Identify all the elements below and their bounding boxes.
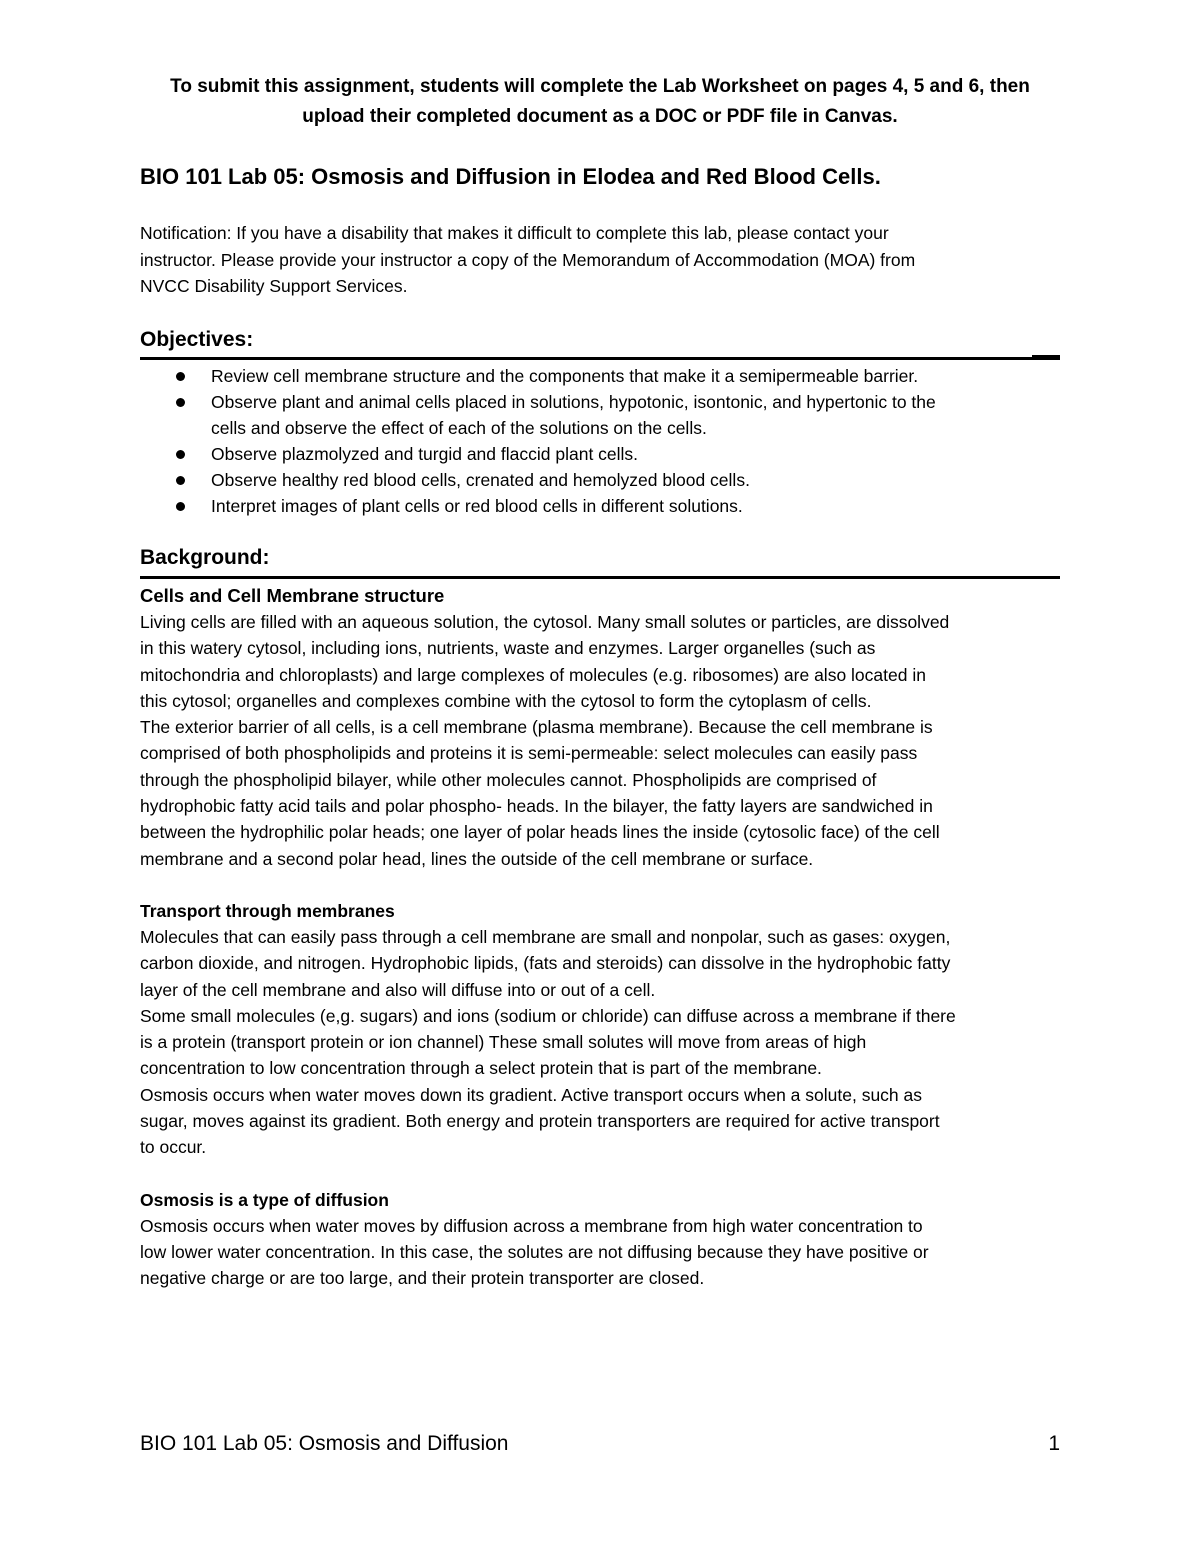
objectives-heading: Objectives: [140,328,254,351]
objective-text: Observe plazmolyzed and turgid and flaccid plant cells. [211,444,639,464]
paragraph-line: concentration to low concentration through a select protein that is part of the membrane. [140,1058,822,1079]
submission-instructions [140,72,1060,132]
spacer [140,872,1060,898]
paragraph-line: Molecules that can easily pass through a cell membrane are small and nonpolar, such as gases: oxygen, [140,926,951,947]
objective-text: Observe healthy red blood cells, crenated and hemolyzed blood cells. [211,470,750,490]
cells-membrane-heading: Cells and Cell Membrane structure [140,585,445,606]
paragraph-line: through the phospholipid bilayer, while other molecules cannot. Phospholipids are comprised of [140,769,877,790]
notification-line-2: instructor. Please provide your instructor a copy of the Memorandum of Accommodation (MOA) from [140,249,916,270]
footer-title: BIO 101 Lab 05: Osmosis and Diffusion [140,1432,509,1455]
list-item [140,493,1060,519]
osmosis-paragraph [140,1213,1060,1292]
objective-text: Interpret images of plant cells or red blood cells in different solutions. [211,496,743,516]
list-item [140,389,1060,415]
paragraph-line: Osmosis occurs when water moves by diffusion across a membrane from high water concentration to [140,1215,923,1236]
background-content [140,583,1060,1292]
paragraph-line: membrane and a second polar head, lines the outside of the cell membrane or surface. [140,848,814,869]
cells-membrane-paragraph [140,609,1060,872]
paragraph-line: comprised of both phospholipids and proteins it is semi-permeable: select molecules can easily pass [140,743,918,764]
divider-tab [1032,355,1060,359]
paragraph-line: hydrophobic fatty acid tails and polar phospho- heads. In the bilayer, the fatty layers are sandwiched in [140,796,933,817]
page-number: 1 [1048,1432,1060,1455]
bullet-icon [176,450,185,459]
spacer [140,1161,1060,1187]
list-item-continuation [140,415,1060,441]
paragraph-line: Some small molecules (e,g. sugars) and ions (sodium or chloride) can diffuse across a membrane if there [140,1005,956,1026]
list-item [140,467,1060,493]
list-item [140,363,1060,389]
disability-notification [140,220,1060,300]
submission-line-2: upload their completed document as a DOC or PDF file in Canvas. [302,106,898,127]
paragraph-line: mitochondria and chloroplasts) and large complexes of molecules (e.g. ribosomes) are also located in [140,664,926,685]
paragraph-line: to occur. [140,1137,207,1158]
paragraph-line: Living cells are filled with an aqueous solution, the cytosol. Many small solutes or particles, are dissolved [140,612,950,632]
list-item [140,441,1060,467]
paragraph-line: this cytosol; organelles and complexes combine with the cytosol to form the cytoplasm of cells. [140,690,872,711]
background-heading: Background: [140,546,270,569]
bullet-icon [176,502,185,511]
bullet-icon [176,398,185,407]
notification-line-1: Notification: If you have a disability that makes it difficult to complete this lab, please contact your [140,223,889,243]
transport-paragraph [140,924,1060,1161]
paragraph-line: between the hydrophilic polar heads; one layer of polar heads lines the inside (cytosolic face) of the cell [140,822,940,843]
objective-text: Review cell membrane structure and the components that make it a semipermeable barrier. [211,366,919,386]
objective-text: cells and observe the effect of each of the solutions on the cells. [211,418,707,438]
paragraph-line: negative charge or are too large, and their protein transporter are closed. [140,1268,705,1289]
submission-line-1: To submit this assignment, students will complete the Lab Worksheet on pages 4, 5 and 6, then [170,76,1030,97]
bullet-icon [176,372,185,381]
paragraph-line: low lower water concentration. In this case, the solutes are not diffusing because they have positive or [140,1241,929,1262]
paragraph-line: carbon dioxide, and nitrogen. Hydrophobic lipids, (fats and steroids) can dissolve in the hydrophobic fatty [140,953,951,974]
paragraph-line: sugar, moves against its gradient. Both energy and protein transporters are required for active transport [140,1111,940,1132]
paragraph-line: is a protein (transport protein or ion channel) These small solutes will move from areas of high [140,1032,867,1053]
paragraph-line: The exterior barrier of all cells, is a cell membrane (plasma membrane). Because the cell membrane is [140,717,933,738]
paragraph-line: in this watery cytosol, including ions, nutrients, waste and enzymes. Larger organelles (such as [140,638,876,659]
bullet-icon [176,476,185,485]
paragraph-line: layer of the cell membrane and also will diffuse into or out of a cell. [140,979,656,1000]
page-title: BIO 101 Lab 05: Osmosis and Diffusion in Elodea and Red Blood Cells. [140,164,881,189]
paragraph-line: Osmosis occurs when water moves down its gradient. Active transport occurs when a solute, such as [140,1084,923,1105]
osmosis-heading: Osmosis is a type of diffusion [140,1189,389,1210]
notification-line-3: NVCC Disability Support Services. [140,276,408,296]
transport-heading: Transport through membranes [140,900,395,921]
objectives-list [140,363,1060,519]
objectives-divider [140,357,1060,360]
background-divider [140,576,1060,579]
objective-text: Observe plant and animal cells placed in solutions, hypotonic, isontonic, and hypertonic to the [211,392,936,412]
